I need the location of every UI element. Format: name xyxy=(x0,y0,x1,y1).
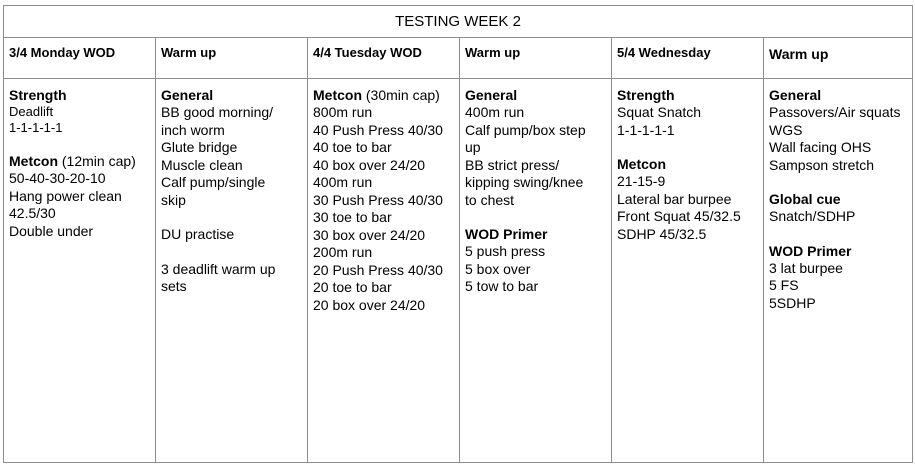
column-body xyxy=(460,79,611,296)
column-header: Warm up xyxy=(764,37,912,79)
section-line: Squat Snatch xyxy=(617,104,702,120)
section-title: WOD Primer xyxy=(769,242,852,259)
section-title: Metcon (12min cap) xyxy=(9,153,136,169)
section-line: Deadlift xyxy=(9,104,54,119)
section-line: 40 Push Press 40/30 xyxy=(313,121,443,138)
section-line: 5 box over xyxy=(465,260,531,277)
column-header: 3/4 Monday WOD xyxy=(4,37,155,79)
section-line: 30 box over 24/20 xyxy=(313,226,426,243)
day-column xyxy=(612,37,764,462)
section-line: Lateral bar burpee xyxy=(617,190,732,207)
day-column xyxy=(460,37,612,462)
section-line: to chest xyxy=(465,191,515,208)
section-note: (30min cap) xyxy=(362,87,440,103)
section-line: DU practise xyxy=(161,226,235,242)
day-column xyxy=(156,37,308,462)
section-line: 40 toe to bar xyxy=(313,139,392,155)
section-line: 400m run xyxy=(313,174,373,190)
section-line: kipping swing/knee xyxy=(465,174,584,190)
section-line: 30 toe to bar xyxy=(313,209,392,225)
column-header: 5/4 Wednesday xyxy=(612,37,763,79)
workout-section xyxy=(465,87,606,209)
day-column xyxy=(764,37,912,462)
section-title: Metcon (30min cap) xyxy=(313,87,440,103)
section-line: BB good morning/ xyxy=(161,104,274,120)
weekly-program-table xyxy=(3,5,913,463)
column-body xyxy=(308,79,459,314)
section-line: Hang power clean xyxy=(9,187,122,204)
column-body xyxy=(764,79,912,312)
section-line: Calf pump/single xyxy=(161,174,266,190)
section-line: 1-1-1-1-1 xyxy=(617,121,675,138)
section-line: sets xyxy=(161,278,187,294)
section-line: Double under xyxy=(9,222,94,239)
section-line: 5 tow to bar xyxy=(465,278,539,294)
column-body xyxy=(156,79,307,296)
section-line: 3 lat burpee xyxy=(769,259,843,276)
column-header: 4/4 Tuesday WOD xyxy=(308,37,459,79)
workout-section xyxy=(9,153,150,240)
section-title: General xyxy=(161,87,214,103)
section-line: 5 FS xyxy=(769,277,799,293)
section-title: Metcon xyxy=(617,156,666,172)
section-line: 30 Push Press 40/30 xyxy=(313,191,443,208)
workout-section xyxy=(161,261,302,296)
section-line: 40 box over 24/20 xyxy=(313,156,426,173)
section-line: 50-40-30-20-10 xyxy=(9,170,106,186)
workout-section xyxy=(465,226,606,296)
workout-section xyxy=(9,87,150,136)
section-line: 1-1-1-1-1 xyxy=(9,120,63,135)
section-title: Strength xyxy=(617,87,675,103)
section-line: BB strict press/ xyxy=(465,156,560,173)
day-column xyxy=(308,37,460,462)
section-line: 20 box over 24/20 xyxy=(313,296,426,313)
section-line: 5SDHP xyxy=(769,294,816,311)
section-line: 42.5/30 xyxy=(9,205,56,221)
section-line: inch worm xyxy=(161,121,225,138)
section-line: Passovers/Air squats xyxy=(769,104,901,120)
column-header: Warm up xyxy=(460,37,611,79)
section-line: 800m run xyxy=(313,104,373,120)
section-line: up xyxy=(465,139,481,155)
section-note: (12min cap) xyxy=(58,153,136,169)
workout-section xyxy=(161,226,302,244)
section-title: General xyxy=(769,87,822,103)
section-title: WOD Primer xyxy=(465,226,548,242)
section-line: Sampson stretch xyxy=(769,156,875,173)
section-line: 5 push press xyxy=(465,243,546,259)
workout-section xyxy=(617,87,758,139)
workout-section xyxy=(617,156,758,243)
column-body xyxy=(4,79,155,240)
section-line: Muscle clean xyxy=(161,156,243,173)
section-line: WGS xyxy=(769,121,803,138)
section-title: General xyxy=(465,87,518,103)
table-title: TESTING WEEK 2 xyxy=(4,6,912,38)
day-column xyxy=(4,37,156,462)
section-line: SDHP 45/32.5 xyxy=(617,225,707,242)
section-line: 20 toe to bar xyxy=(313,279,392,295)
workout-section xyxy=(313,87,454,314)
section-title: Strength xyxy=(9,87,67,103)
workout-section xyxy=(769,87,907,174)
workout-section xyxy=(769,191,907,226)
column-header: Warm up xyxy=(156,37,307,79)
section-line: 200m run xyxy=(313,244,373,260)
section-line: 3 deadlift warm up xyxy=(161,260,276,277)
workout-section xyxy=(769,243,907,313)
section-title: Global cue xyxy=(769,191,841,207)
section-line: 21-15-9 xyxy=(617,173,666,189)
column-body xyxy=(612,79,763,243)
section-line: skip xyxy=(161,191,186,208)
section-line: Glute bridge xyxy=(161,139,238,155)
section-line: Snatch/SDHP xyxy=(769,208,856,224)
section-line: Front Squat 45/32.5 xyxy=(617,208,741,224)
section-line: Calf pump/box step xyxy=(465,121,586,138)
workout-section xyxy=(161,87,302,209)
section-line: Wall facing OHS xyxy=(769,139,872,155)
section-line: 400m run xyxy=(465,104,525,120)
section-line: 20 Push Press 40/30 xyxy=(313,261,443,278)
